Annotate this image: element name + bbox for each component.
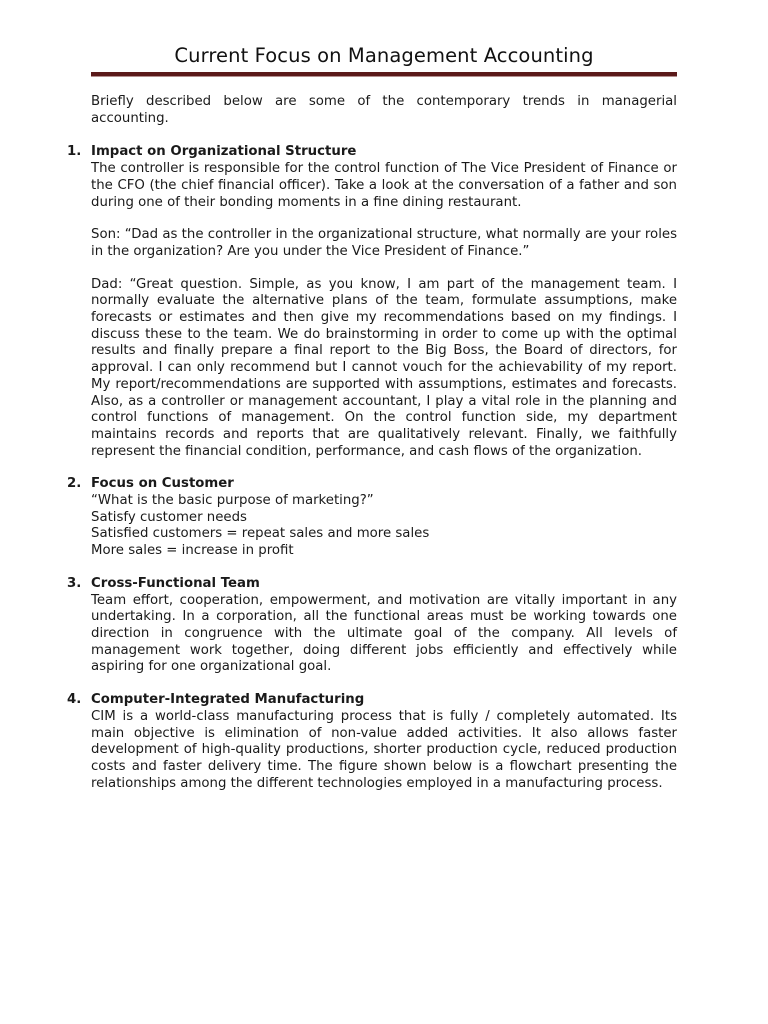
section-cross-functional-team bbox=[67, 575, 677, 676]
customer-line: More sales = increase in profit bbox=[91, 543, 294, 559]
title-divider bbox=[91, 72, 677, 77]
section-focus-on-customer bbox=[67, 476, 677, 560]
intro-paragraph: Briefly described below are some of the contemporary trends in managerial accounting. bbox=[91, 94, 677, 126]
section-heading: Focus on Customer bbox=[91, 476, 234, 492]
customer-line: “What is the basic purpose of marketing?” bbox=[91, 493, 374, 509]
section-paragraph: The controller is responsible for the control function of The Vice President of Finance or the CFO (the chief financial officer). Take a look at the conversation of a father and son during one of their bonding moments in a fine dining restaurant. bbox=[91, 161, 677, 210]
section-number: 3. bbox=[67, 575, 82, 591]
section-paragraph: Team effort, cooperation, empowerment, and motivation are vitally important in any undertaking. In a corporation, all the functional areas must be working towards one direction in congruence with the ultimate goal of the company. All levels of management work together, doing different jobs efficiently and effectively while aspiring for one organizational goal. bbox=[91, 592, 677, 675]
section-heading: Cross-Functional Team bbox=[91, 575, 260, 591]
paragraph-gap bbox=[91, 261, 677, 277]
customer-line: Satisfy customer needs bbox=[91, 509, 247, 525]
dad-quote-paragraph: Dad: “Great question. Simple, as you know, I am part of the management team. I normally evaluate the alternative plans of the team, formulate assumptions, make forecasts or estimates and then give my recommendations based on my findings. I discuss these to the team. We do brainstorming in order to come up with the optimal results and finally prepare a final report to the Big Boss, the Board of directors, for approval. I can only recommend but I cannot vouch for the achievability of my report. My report/recommendations are supported with assumptions, estimates and forecasts. Also, as a controller or management accountant, I play a vital role in the planning and control functions of management. On the control function side, my department maintains records and reports that are qualitatively relevant. Finally, we faithfully represent the financial condition, performance, and cash flows of the organization. bbox=[91, 276, 677, 459]
customer-line: Satisfied customers = repeat sales and more sales bbox=[91, 526, 430, 542]
section-heading: Computer-Integrated Manufacturing bbox=[91, 692, 365, 708]
section-computer-integrated-manufacturing bbox=[67, 692, 677, 792]
son-quote-paragraph: Son: “Dad as the controller in the organizational structure, what normally are your roles in the organization? Are you under the Vice President of Finance.” bbox=[91, 227, 677, 259]
section-organizational-structure bbox=[67, 144, 677, 460]
section-number: 1. bbox=[67, 144, 82, 160]
section-paragraph: CIM is a world-class manufacturing process that is fully / completely automated. Its main objective is elimination of non-value added activities. It also allows faster development of high-quality productions, shorter production cycle, reduced production costs and faster delivery time. The figure shown below is a flowchart presenting the relationships among the different technologies employed in a manufacturing process. bbox=[91, 708, 677, 791]
document-body bbox=[67, 94, 677, 808]
paragraph-gap bbox=[91, 211, 677, 227]
section-number: 4. bbox=[67, 692, 82, 708]
section-number: 2. bbox=[67, 476, 82, 492]
section-heading: Impact on Organizational Structure bbox=[91, 144, 357, 160]
page-title: Current Focus on Management Accounting bbox=[174, 44, 594, 67]
